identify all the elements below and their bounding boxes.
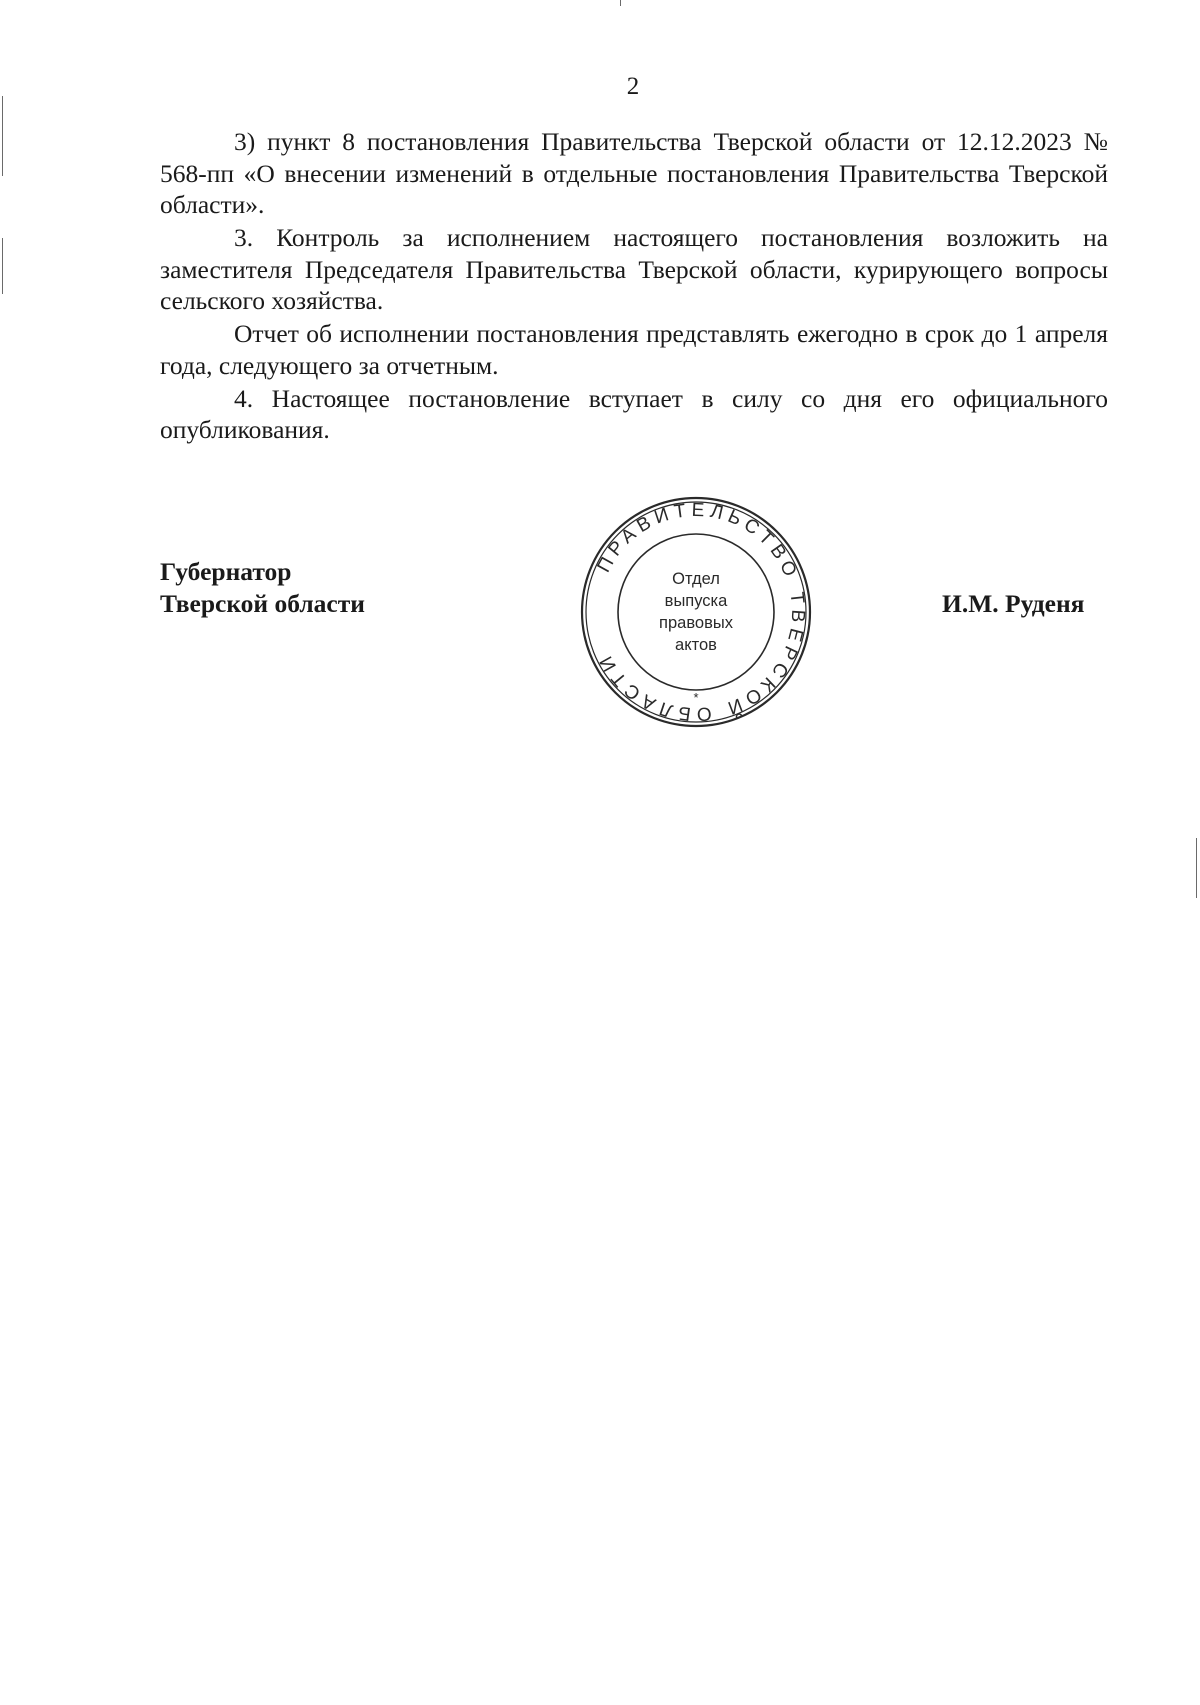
stamp-center-line3: правовых [659, 614, 733, 632]
paragraph-control: 3. Контроль за исполнением настоящего постановления возложить на заместителя Председателя Правительства Тверской области, курирующего вопросы сельского хозяйства. [160, 223, 1108, 315]
signatory-name: И.М. Руденя [942, 589, 1085, 618]
stamp-center-line1: Отдел [672, 570, 720, 588]
paragraph-effective: 4. Настоящее постановление вступает в силу со дня его официального опубликования. [160, 383, 1108, 444]
document-body [160, 126, 1108, 447]
scan-edge-mark [1196, 838, 1197, 898]
signatory-position-line2: Тверской области [160, 588, 365, 618]
scan-edge-mark [620, 0, 621, 6]
scan-edge-mark [2, 238, 3, 294]
stamp-center-line2: выпуска [664, 592, 728, 610]
paragraph-report: Отчет об исполнении постановления представлять ежегодно в срок до 1 апреля года, следующего за отчетным. [160, 319, 1108, 380]
scan-edge-mark [2, 96, 3, 176]
signatory-position-line1: Губернатор [160, 557, 292, 586]
stamp-star-mark: * [693, 690, 699, 705]
paragraph-item-3: 3) пункт 8 постановления Правительства Тверской области от 12.12.2023 № 568-пп «О внесении изменений в отдельные постановления Правительства Тверской области». [160, 127, 1108, 219]
stamp-center-line4: актов [675, 636, 717, 654]
official-stamp [578, 494, 814, 730]
signatory-position [160, 556, 365, 619]
page-number: 2 [626, 73, 640, 100]
stamp-ring-textpath: ПРАВИТЕЛЬСТВО ТВЕРСКОЙ ОБЛАСТИ [593, 499, 809, 725]
